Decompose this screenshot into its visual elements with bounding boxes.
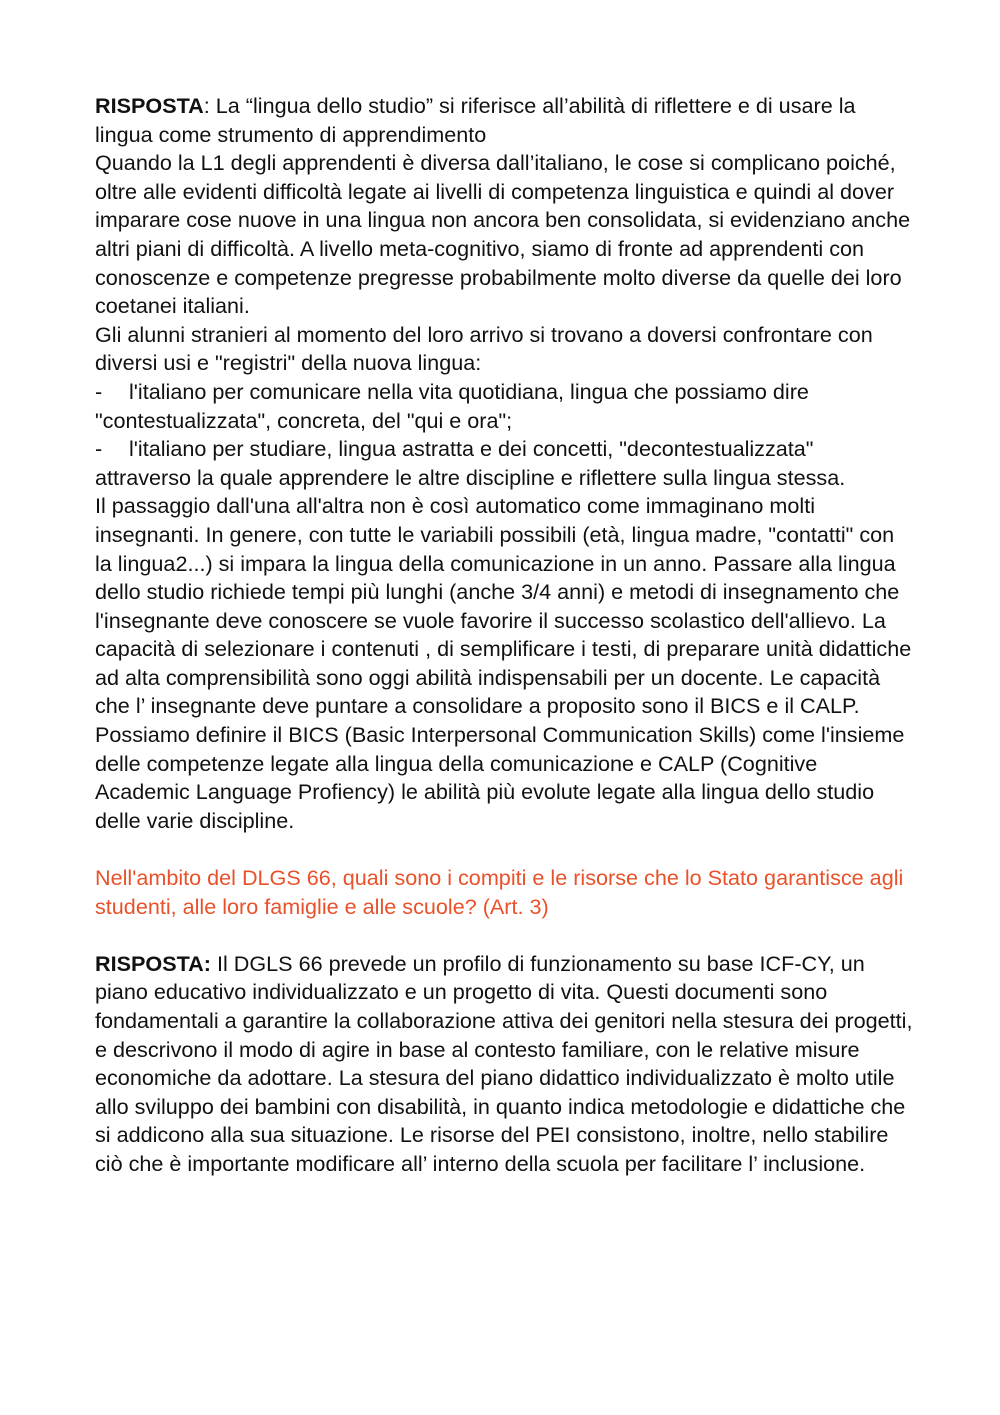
question-2: Nell'ambito del DLGS 66, quali sono i compiti e le risorse che lo Stato garantisce agli studenti, alle loro famiglie e alle scuole? (Art. 3) [95, 865, 904, 919]
answer-1-intro [95, 92, 915, 149]
bullet-item-2-rest: attraverso la quale apprendere le altre discipline e riflettere sulla lingua stessa. [95, 464, 846, 490]
bullet-marker: - [95, 378, 103, 404]
answer-1-intro-text: : La “lingua dello studio” si riferisce all’abilità di riflettere e di usare la lingua come strumento di apprendimento [95, 93, 856, 147]
bullet-item-1-line1: l'italiano per comunicare nella vita quotidiana, lingua che possiamo dire [129, 378, 809, 404]
bullet-item-1-rest: "contestualizzata", concreta, del "qui e ora"; [95, 407, 513, 433]
answer-label: RISPOSTA [95, 93, 204, 118]
answer-1-paragraph-3: Il passaggio dall'una all'altra non è così automatico come immaginano molti insegnanti. In genere, con tutte le variabili possibili (età, lingua madre, "contatti" con la lingua2...) si impara la lingua della comunicazione in un anno. Passare alla lingua dello studio richiede tempi più lunghi (anche 3/4 anni) e metodi di insegnamento che l'insegnante deve conoscere se vuole favorire il successo scolastico dell'allievo. La capacità di selezionare i contenuti , di semplificare i testi, di preparare unità didattiche ad alta comprensibilità sono oggi abilità indispensabili per un docente. Le capacità che l’ insegnante deve puntare a consolidare a proposito sono il BICS e il CALP. [95, 493, 912, 719]
document-page [95, 92, 915, 1179]
answer-label: RISPOSTA: [95, 950, 211, 976]
answer-1-paragraph-2: Gli alunni stranieri al momento del loro arrivo si trovano a doversi confrontare con diversi usi e "registri" della nuova lingua: [95, 321, 873, 376]
bullet-item-1 [95, 378, 915, 435]
bullet-marker: - [95, 436, 103, 462]
answer-2-text: Il DGLS 66 prevede un profilo di funzionamento su base ICF-CY, un piano educativo individualizzato e un progetto di vita. Questi documenti sono fondamentali a garantire la collaborazione attiva dei genitori nella stesura dei progetti, e descrivono il modo di agire in base al contesto familiare, con le relative misure economiche da adottare. La stesura del piano didattico individualizzato è molto utile allo sviluppo dei bambini con disabilità, in quanto indica metodologie e didattiche che si addicono alla sua situazione. Le risorse del PEI consistono, inoltre, nello stabilire ciò che è importante modificare all’ interno della scuola per facilitare l’ inclusione. [95, 950, 913, 1176]
spacer [95, 921, 915, 950]
bullet-item-2 [95, 435, 915, 492]
spacer [95, 835, 915, 864]
bullet-item-2-line1: l'italiano per studiare, lingua astratta e dei concetti, "decontestualizzata" [129, 436, 814, 462]
answer-1-paragraph-4: Possiamo definire il BICS (Basic Interpersonal Communication Skills) come l'insieme delle competenze legate alla lingua della comunicazione e CALP (Cognitive Academic Language Profiency) le abilità più evolute legate alla lingua dello studio delle varie discipline. [95, 722, 905, 833]
answer-2 [95, 950, 915, 1179]
answer-1-paragraph-1: Quando la L1 degli apprendenti è diversa dall’italiano, le cose si complicano poiché, oltre alle evidenti difficoltà legate ai livelli di competenza linguistica e quindi al dover imparare cose nuove in una lingua non ancora ben consolidata, si evidenziano anche altri piani di difficoltà. A livello meta-cognitivo, siamo di fronte ad apprendenti con conoscenze e competenze pregresse probabilmente molto diverse da quelle dei loro coetanei italiani. [95, 150, 911, 319]
